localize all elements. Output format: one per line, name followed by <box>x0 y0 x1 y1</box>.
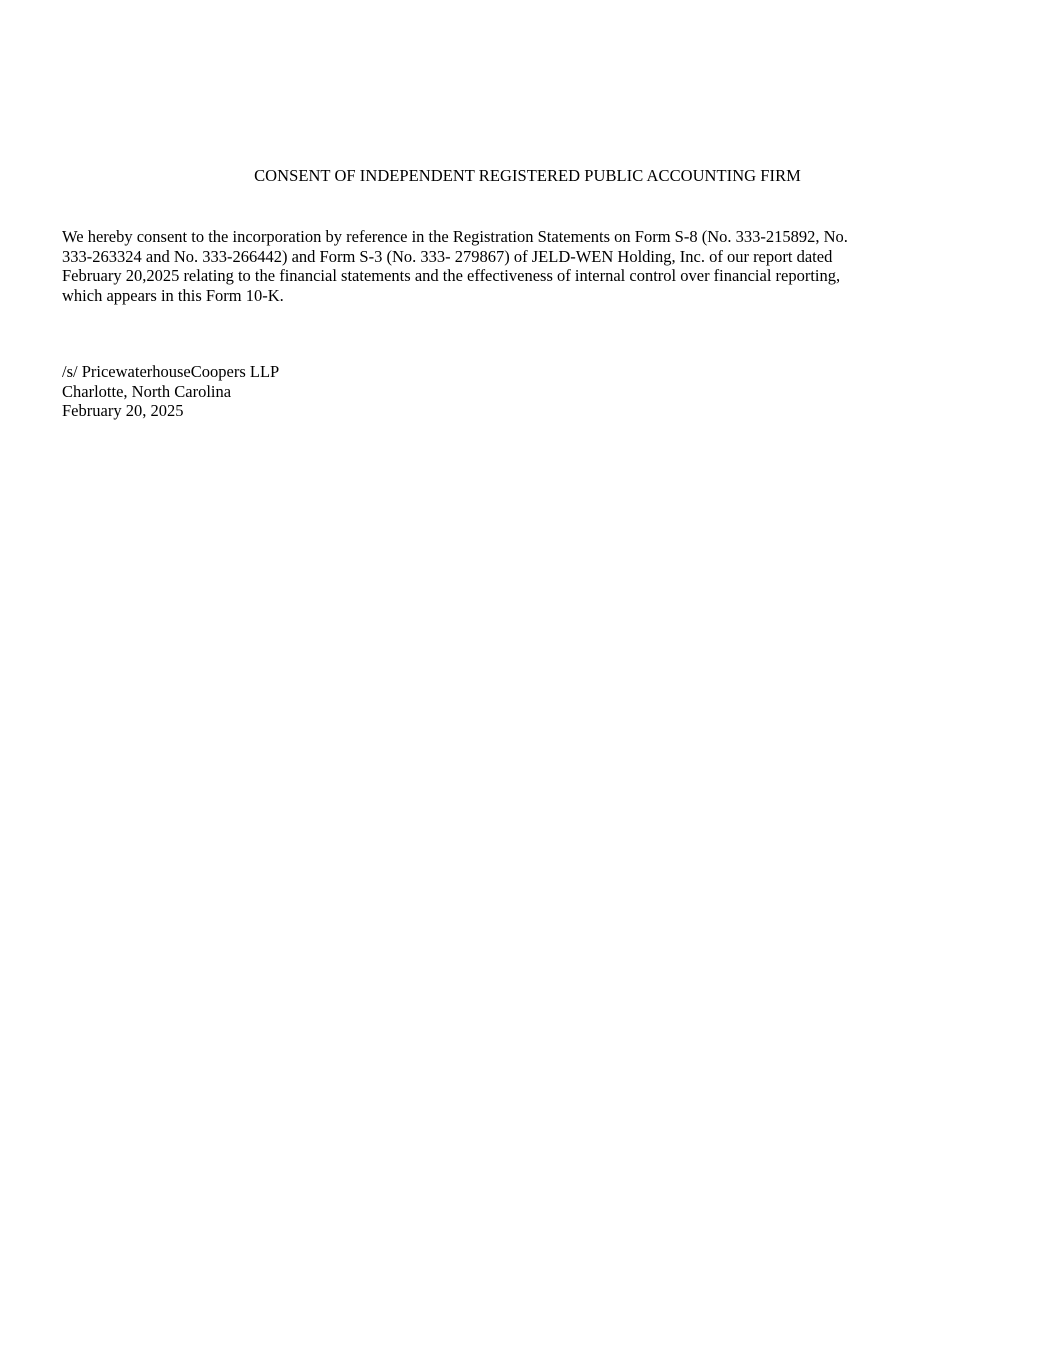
consent-paragraph-line: February 20,2025 relating to the financial statements and the effectiveness of internal control over financial reporting, <box>62 266 841 286</box>
consent-paragraph <box>62 227 992 305</box>
consent-paragraph-line: 333-263324 and No. 333-266442) and Form S-3 (No. 333- 279867) of JELD-WEN Holding, Inc. of our report dated <box>62 246 833 266</box>
consent-paragraph-line: which appears in this Form 10-K. <box>62 285 284 305</box>
signature-date: February 20, 2025 <box>62 401 184 421</box>
document-title: CONSENT OF INDEPENDENT REGISTERED PUBLIC ACCOUNTING FIRM <box>254 166 801 185</box>
signer-location: Charlotte, North Carolina <box>62 381 232 401</box>
consent-paragraph-line: We hereby consent to the incorporation by reference in the Registration Statements on Form S-8 (No. 333-215892, No. <box>62 227 848 246</box>
signature-block <box>62 362 662 421</box>
signer-name: /s/ PricewaterhouseCoopers LLP <box>62 362 280 381</box>
